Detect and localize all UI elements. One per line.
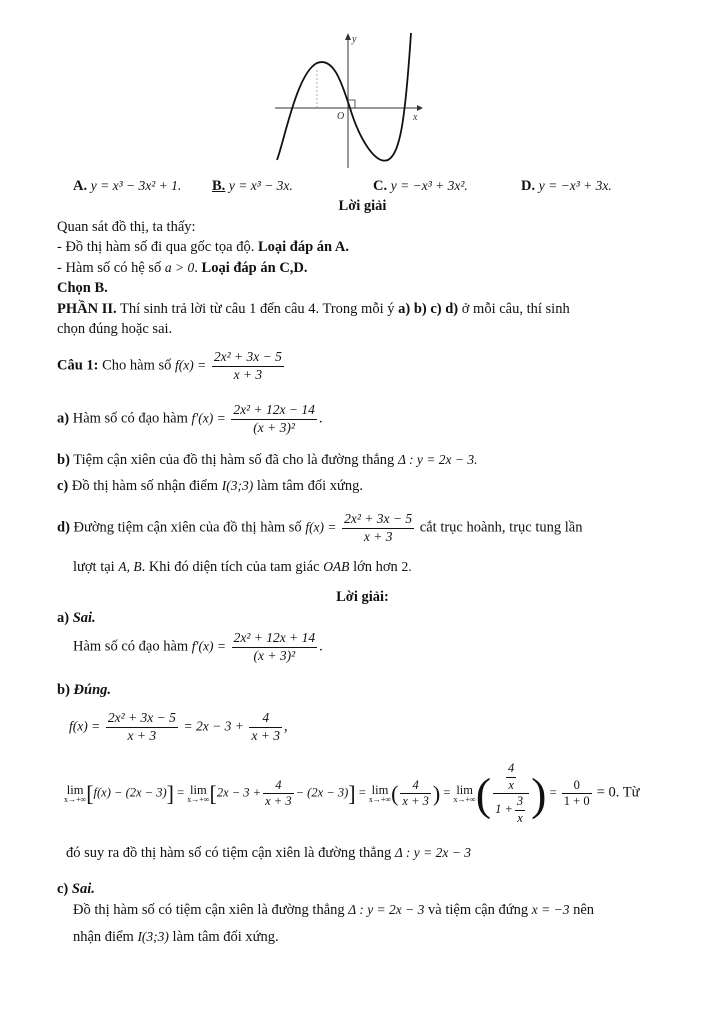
lim-2-frac (263, 778, 293, 810)
sol-c-text-3: nên (569, 902, 595, 918)
sol-title: Lời giải: (336, 589, 389, 605)
lim-4-frac (493, 761, 529, 827)
q1-a-den: (x + 3)² (253, 419, 295, 435)
x-axis-arrow (417, 105, 423, 111)
lim-4-den (493, 794, 529, 826)
sol-a-lhs: f′(x) = (191, 638, 226, 654)
sol-a-end: . (319, 638, 323, 655)
q1-a-num: 2x² + 12x − 14 (231, 402, 317, 420)
paren-close-4: ) (531, 768, 547, 820)
lim-2-word: lim (190, 782, 207, 797)
cubic-curve (277, 33, 411, 161)
q1-d-line2-b: . Khi đó diện tích của tam giác (141, 559, 324, 575)
q1-text: Cho hàm số (98, 357, 176, 374)
sol-c-text-2: và tiệm cận đứng (424, 902, 532, 918)
sol-c-text-1: Đồ thị hàm số có tiệm cận xiên là đường thẳng (73, 902, 349, 918)
q1-c-text-2: làm tâm đối xứng. (253, 478, 363, 494)
choose-answer: Chọn B. (57, 280, 108, 296)
bracket-open-2: [ (209, 780, 217, 806)
option-c-expr: y = −x³ + 3x². (390, 178, 468, 193)
q1-d-den: x + 3 (363, 528, 393, 544)
prev-line-3-math: a > 0 (164, 260, 195, 275)
eq-2: = (358, 785, 366, 800)
prev-line-3 (57, 260, 308, 277)
x-axis-label: x (413, 112, 418, 123)
eq-1: = (177, 785, 185, 800)
q1-d-line2-a: lượt tại (73, 559, 119, 575)
q1-stem (57, 349, 286, 384)
cubic-graph-figure (275, 28, 425, 170)
part2-text-1: Thí sinh trả lời từ câu 1 đến câu 4. Trong mỗi ý (116, 301, 399, 317)
prev-line-3-sep: . (194, 260, 202, 276)
prev-line-3-text: - Hàm số có hệ số (57, 260, 165, 276)
paren-open-3: ( (391, 780, 399, 806)
lim-3-frac (400, 778, 430, 810)
sol-b-num-2: 4 (249, 710, 282, 728)
lim-3-num: 4 (400, 778, 430, 795)
sol-b-mid: = 2x − 3 + (183, 718, 244, 734)
paren-close-3: ) (432, 780, 441, 806)
bracket-close-1: ] (166, 780, 174, 806)
result-end: = 0. Từ (596, 784, 640, 801)
result-frac (562, 778, 592, 810)
part2-line-1 (57, 301, 570, 318)
sol-c-head (57, 881, 95, 898)
option-b-label: B. (212, 178, 226, 194)
q1-d-line2-math2: OAB (323, 559, 350, 574)
q1-d-lhs: f(x) = (305, 519, 337, 535)
sol-c-math-1: Δ : y = 2x − 3 (348, 902, 425, 917)
sol-b-verdict: Đúng. (73, 682, 112, 698)
lim-4-x: x (517, 810, 523, 825)
part2-text-2: ở mỗi câu, thí sinh (458, 301, 570, 317)
prev-line-3-bold: Loại đáp án C,D. (201, 260, 308, 276)
lim-3-sub: x→+∞ (368, 795, 392, 804)
q1-a-text: Hàm số có đạo hàm (69, 410, 192, 427)
q1-c-math: I(3;3) (221, 478, 254, 493)
part2-line-2: chọn đúng hoặc sai. (57, 321, 173, 337)
eq-3: = (443, 785, 451, 800)
bracket-open-1: [ (86, 780, 94, 806)
lim-2-den: x + 3 (265, 794, 292, 809)
option-d-label: D. (521, 178, 536, 194)
lim-1-word: lim (66, 782, 84, 797)
lim-2-num: 4 (263, 778, 293, 795)
lim-4-inner-frac (506, 761, 516, 793)
sol-c-line-1 (73, 902, 594, 919)
sol-a-label: a) (57, 610, 70, 626)
solution-title: Lời giải (338, 198, 387, 214)
q1-c (57, 478, 363, 495)
q1-c-label: c) (57, 478, 69, 494)
lim-4-sub: x→+∞ (453, 795, 476, 804)
lim-2-body-a: 2x − 3 + (216, 785, 262, 800)
sol-b-eq1 (69, 710, 288, 745)
result-den: 1 + 0 (563, 794, 590, 809)
option-a-expr: y = x³ − 3x² + 1. (90, 178, 182, 193)
q1-label: Câu 1: (57, 357, 99, 374)
lim-1-sub: x→+∞ (64, 795, 87, 804)
q1-a-lhs: f′(x) = (191, 410, 226, 426)
sol-c-label: c) (57, 881, 69, 897)
sol-c-line2-a: nhận điểm (73, 929, 138, 945)
q1-d-label: d) (57, 519, 70, 536)
sol-c-verdict: Sai. (71, 881, 95, 897)
option-b (212, 178, 293, 195)
q1-f-num: 2x² + 3x − 5 (212, 349, 284, 367)
sol-a-text: Hàm số có đạo hàm (73, 638, 192, 655)
q1-d-line2-math: A, B (118, 559, 142, 574)
sol-a-verdict: Sai. (72, 610, 96, 626)
option-c (373, 178, 468, 195)
q1-a (57, 402, 322, 437)
sol-c-line2-b: làm tâm đối xứng. (168, 929, 279, 945)
sol-b-head (57, 682, 111, 699)
lim-4-num (493, 761, 529, 794)
option-b-expr: y = x³ − 3x. (228, 178, 293, 193)
q1-f-frac (212, 349, 284, 384)
sol-b-frac (106, 710, 178, 745)
sol-c-line-2 (73, 929, 279, 946)
q1-f-den: x + 3 (233, 366, 263, 382)
sol-b-limit-chain (64, 761, 640, 827)
prev-line-2-bold: Loại đáp án A. (257, 239, 350, 255)
q1-a-end: . (318, 410, 323, 427)
sol-b-end: , (284, 718, 288, 735)
sol-b-conclude-text: đó suy ra đồ thị hàm số có tiệm cận xiên là đường thẳng (66, 845, 395, 861)
q1-b-label: b) (57, 452, 70, 468)
sol-a-body (73, 630, 323, 665)
q1-b-math: Δ : y = 2x − 3. (397, 452, 478, 467)
lim-3-den: x + 3 (402, 794, 429, 809)
lim-1-body: f(x) − (2x − 3) (93, 785, 167, 800)
lim-4 (454, 784, 476, 805)
sol-b-conclude-math: Δ : y = 2x − 3 (394, 845, 471, 860)
option-c-label: C. (373, 178, 388, 194)
lim-2 (187, 784, 209, 805)
origin-label: O (337, 111, 345, 122)
sol-a-frac (232, 630, 318, 665)
q1-d-line-2 (73, 559, 412, 576)
lim-2-sub: x→+∞ (187, 795, 210, 804)
option-d (521, 178, 612, 195)
q1-d-num: 2x² + 3x − 5 (342, 511, 414, 529)
y-axis-label: y (352, 34, 357, 45)
q1-d-text-2: cắt trục hoành, trục tung lần (416, 519, 583, 536)
lim-2-body-b: − (2x − 3) (295, 785, 349, 800)
part2-items: a) b) c) d) (398, 301, 459, 317)
lim-3-word: lim (371, 782, 389, 797)
lim-4-inner-num: 4 (506, 761, 516, 778)
option-a-label: A. (73, 178, 88, 194)
result-num: 0 (562, 778, 592, 795)
q1-d-frac (342, 511, 414, 546)
q1-a-frac (231, 402, 317, 437)
sol-a-num: 2x² + 12x + 14 (232, 630, 318, 648)
q1-d-line2-val: 2. (401, 559, 412, 574)
sol-b-den-2: x + 3 (251, 727, 281, 743)
sol-b-num: 2x² + 3x − 5 (106, 710, 178, 728)
sol-a-head (57, 610, 96, 627)
lim-4-den-frac (515, 794, 525, 826)
prev-line-2 (57, 239, 349, 256)
sol-a-den: (x + 3)² (253, 647, 296, 663)
eq-4: = (549, 785, 557, 800)
lim-3 (369, 784, 391, 805)
sol-c-math-2: x = −3 (531, 902, 570, 917)
y-axis-arrow (345, 33, 351, 40)
q1-b-text: Tiệm cận xiên của đồ thị hàm số đã cho là đường thẳng (69, 452, 398, 468)
q1-a-label: a) (57, 410, 70, 427)
sol-b-lhs: f(x) = (69, 718, 101, 734)
q1-d-line2-c: lớn hơn (349, 559, 402, 575)
option-d-expr: y = −x³ + 3x. (538, 178, 612, 193)
part2-title: PHẦN II. (57, 301, 117, 317)
paren-open-4: ( (475, 768, 492, 820)
cubic-graph-svg (275, 28, 425, 170)
q1-d-text: Đường tiệm cận xiên của đồ thị hàm số (69, 519, 306, 536)
lim-1 (64, 784, 86, 805)
option-a (73, 178, 181, 195)
prev-line-2-text: - Đồ thị hàm số đi qua gốc tọa độ. (57, 239, 258, 255)
q1-f-lhs: f(x) = (175, 357, 207, 373)
lim-4-one: 1 + (495, 802, 513, 817)
sol-b-frac-2 (249, 710, 282, 745)
prev-line-1: Quan sát đồ thị, ta thấy: (57, 219, 196, 235)
q1-d (57, 511, 582, 546)
sol-b-den: x + 3 (127, 727, 157, 743)
q1-c-text: Đồ thị hàm số nhận điểm (68, 478, 222, 494)
sol-b-label: b) (57, 682, 70, 698)
q1-b (57, 452, 477, 469)
lim-4-word: lim (456, 782, 473, 797)
bracket-close-2: ] (348, 780, 356, 806)
lim-4-inner-den: x (508, 777, 514, 792)
sol-b-conclusion (66, 845, 471, 862)
lim-4-three: 3 (515, 794, 525, 811)
sol-c-line2-math: I(3;3) (137, 929, 169, 944)
